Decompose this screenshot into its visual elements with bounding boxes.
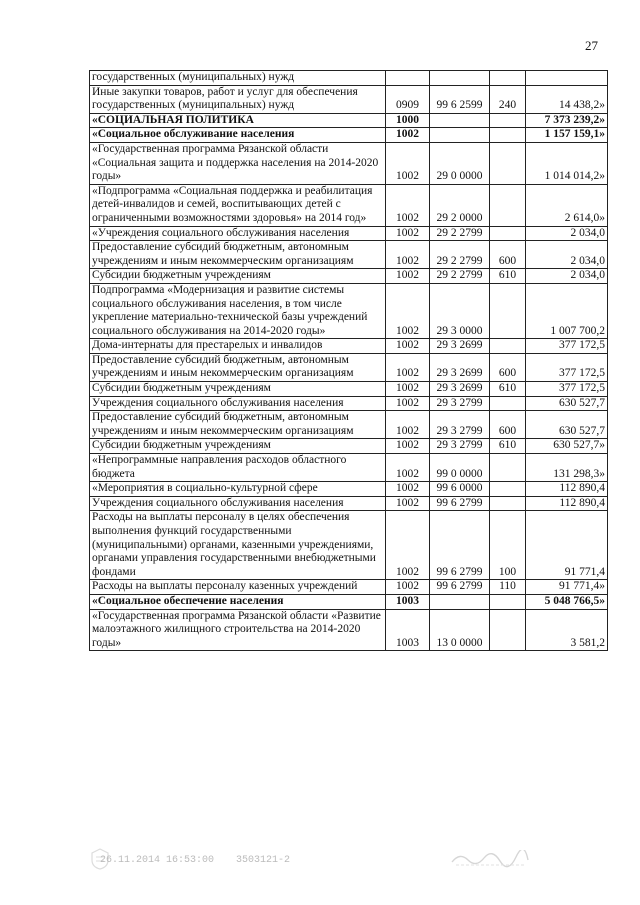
row-amount: 131 298,3»: [526, 454, 608, 482]
signature-stamp-icon: [450, 850, 530, 868]
row-target-code: [430, 113, 490, 128]
row-name: Расходы на выплаты персоналу казенных учреждений: [90, 580, 386, 595]
table-row: [90, 339, 608, 354]
row-amount: 630 527,7»: [526, 439, 608, 454]
footer-doc-id: 3503121-2: [236, 855, 291, 866]
row-name: Предоставление субсидий бюджетным, автономным учреждениям и иным некоммерческим организациям: [90, 411, 386, 439]
row-target-code: 29 3 2699: [430, 382, 490, 397]
row-amount: 377 172,5: [526, 353, 608, 381]
row-expense-type: [490, 226, 526, 241]
row-target-code: 29 3 0000: [430, 283, 490, 338]
row-section-code: 1002: [386, 353, 430, 381]
row-target-code: 29 2 2799: [430, 269, 490, 284]
row-section-code: 1002: [386, 496, 430, 511]
row-amount: 91 771,4: [526, 511, 608, 580]
row-expense-type: [490, 482, 526, 497]
row-target-code: 99 6 0000: [430, 482, 490, 497]
row-name: «Непрограммные направления расходов областного бюджета: [90, 454, 386, 482]
row-name: Учреждения социального обслуживания населения: [90, 496, 386, 511]
table-row: [90, 454, 608, 482]
table-row: [90, 482, 608, 497]
table-row: [90, 226, 608, 241]
row-section-code: 1002: [386, 184, 430, 226]
table-row: [90, 113, 608, 128]
row-amount: 377 172,5: [526, 339, 608, 354]
table-row: [90, 283, 608, 338]
row-section-code: 1002: [386, 454, 430, 482]
row-expense-type: [490, 594, 526, 609]
row-amount: 112 890,4: [526, 496, 608, 511]
table-row: [90, 411, 608, 439]
row-section-code: 1003: [386, 609, 430, 651]
row-name: «Учреждения социального обслуживания населения: [90, 226, 386, 241]
row-target-code: 99 6 2799: [430, 496, 490, 511]
table-row: [90, 71, 608, 86]
row-section-code: 1002: [386, 396, 430, 411]
footer-timestamp: 26.11.2014 16:53:00: [100, 855, 215, 866]
row-name: «Мероприятия в социально-культурной сфере: [90, 482, 386, 497]
row-expense-type: 610: [490, 269, 526, 284]
row-target-code: [430, 128, 490, 143]
row-name: Иные закупки товаров, работ и услуг для обеспечения государственных (муниципальных) нужд: [90, 85, 386, 113]
row-name: Дома-интернаты для престарелых и инвалидов: [90, 339, 386, 354]
row-section-code: 1002: [386, 482, 430, 497]
row-expense-type: [490, 454, 526, 482]
row-section-code: [386, 71, 430, 86]
row-expense-type: 600: [490, 241, 526, 269]
row-target-code: 99 0 0000: [430, 454, 490, 482]
row-expense-type: [490, 71, 526, 86]
row-amount: 91 771,4»: [526, 580, 608, 595]
row-expense-type: [490, 283, 526, 338]
row-name: государственных (муниципальных) нужд: [90, 71, 386, 86]
row-target-code: 29 2 2799: [430, 241, 490, 269]
table-row: [90, 85, 608, 113]
row-section-code: 0909: [386, 85, 430, 113]
row-amount: [526, 71, 608, 86]
row-target-code: 29 3 2699: [430, 339, 490, 354]
row-name: Субсидии бюджетным учреждениям: [90, 269, 386, 284]
row-section-code: 1002: [386, 439, 430, 454]
row-expense-type: 600: [490, 353, 526, 381]
row-section-code: 1002: [386, 226, 430, 241]
row-expense-type: 110: [490, 580, 526, 595]
row-name: Расходы на выплаты персоналу в целях обеспечения выполнения функций государственными (муниципальными) органами, казенными учреждениями, органами управления государственными внебюджетными фондами: [90, 511, 386, 580]
row-section-code: 1002: [386, 269, 430, 284]
row-expense-type: 100: [490, 511, 526, 580]
row-amount: 2 034,0: [526, 226, 608, 241]
row-name: «СОЦИАЛЬНАЯ ПОЛИТИКА: [90, 113, 386, 128]
row-amount: 630 527,7: [526, 411, 608, 439]
row-section-code: 1002: [386, 382, 430, 397]
row-expense-type: [490, 184, 526, 226]
row-target-code: 99 6 2799: [430, 511, 490, 580]
row-section-code: 1002: [386, 142, 430, 184]
table-row: [90, 511, 608, 580]
row-section-code: 1003: [386, 594, 430, 609]
row-name: Субсидии бюджетным учреждениям: [90, 382, 386, 397]
table-row: [90, 609, 608, 651]
row-target-code: 13 0 0000: [430, 609, 490, 651]
row-name: «Подпрограмма «Социальная поддержка и реабилитация детей-инвалидов и семей, воспитывающих детей с ограниченными возможностями здоровья» на 2014 год»: [90, 184, 386, 226]
row-amount: 1 014 014,2»: [526, 142, 608, 184]
row-target-code: 29 3 2799: [430, 396, 490, 411]
row-amount: 112 890,4: [526, 482, 608, 497]
row-amount: 1 157 159,1»: [526, 128, 608, 143]
table-row: [90, 142, 608, 184]
page-number: 27: [585, 38, 598, 53]
budget-table-body: [90, 71, 608, 651]
row-expense-type: 610: [490, 439, 526, 454]
row-section-code: 1002: [386, 128, 430, 143]
row-amount: 1 007 700,2: [526, 283, 608, 338]
row-target-code: 29 0 0000: [430, 142, 490, 184]
row-name: «Государственная программа Рязанской области «Социальная защита и поддержка населения на 2014-2020 годы»: [90, 142, 386, 184]
row-expense-type: [490, 339, 526, 354]
row-section-code: 1002: [386, 283, 430, 338]
row-name: «Государственная программа Рязанской области «Развитие малоэтажного жилищного строительства на 2014-2020 годы»: [90, 609, 386, 651]
row-expense-type: 240: [490, 85, 526, 113]
row-amount: 377 172,5: [526, 382, 608, 397]
row-target-code: 29 3 2699: [430, 353, 490, 381]
row-expense-type: [490, 609, 526, 651]
row-section-code: 1000: [386, 113, 430, 128]
row-target-code: 29 3 2799: [430, 411, 490, 439]
row-name: Предоставление субсидий бюджетным, автономным учреждениям и иным некоммерческим организациям: [90, 353, 386, 381]
table-row: [90, 382, 608, 397]
row-name: Учреждения социального обслуживания населения: [90, 396, 386, 411]
row-amount: 7 373 239,2»: [526, 113, 608, 128]
table-row: [90, 594, 608, 609]
table-row: [90, 439, 608, 454]
table-row: [90, 241, 608, 269]
row-name: Субсидии бюджетным учреждениям: [90, 439, 386, 454]
row-section-code: 1002: [386, 511, 430, 580]
row-expense-type: [490, 496, 526, 511]
row-amount: 5 048 766,5»: [526, 594, 608, 609]
row-expense-type: 610: [490, 382, 526, 397]
row-target-code: [430, 594, 490, 609]
row-target-code: 29 2 0000: [430, 184, 490, 226]
table-row: [90, 580, 608, 595]
row-name: «Социальное обслуживание населения: [90, 128, 386, 143]
row-amount: 2 034,0: [526, 241, 608, 269]
row-expense-type: [490, 396, 526, 411]
row-section-code: 1002: [386, 411, 430, 439]
row-target-code: [430, 71, 490, 86]
table-row: [90, 353, 608, 381]
table-row: [90, 184, 608, 226]
budget-table: [89, 70, 608, 651]
row-amount: 630 527,7: [526, 396, 608, 411]
row-target-code: 29 2 2799: [430, 226, 490, 241]
row-expense-type: [490, 113, 526, 128]
table-row: [90, 396, 608, 411]
row-name: Подпрограмма «Модернизация и развитие системы социального обслуживания населения, в том числе укрепление материально-технической базы учреждений социального обслуживания на 2014-2020 годы»: [90, 283, 386, 338]
row-target-code: 29 3 2799: [430, 439, 490, 454]
row-section-code: 1002: [386, 339, 430, 354]
row-expense-type: [490, 128, 526, 143]
table-row: [90, 269, 608, 284]
row-name: Предоставление субсидий бюджетным, автономным учреждениям и иным некоммерческим организациям: [90, 241, 386, 269]
row-section-code: 1002: [386, 580, 430, 595]
row-name: «Социальное обеспечение населения: [90, 594, 386, 609]
table-row: [90, 128, 608, 143]
table-row: [90, 496, 608, 511]
footer-stamp: [100, 855, 306, 866]
row-amount: 14 438,2»: [526, 85, 608, 113]
row-amount: 2 034,0: [526, 269, 608, 284]
row-section-code: 1002: [386, 241, 430, 269]
row-amount: 2 614,0»: [526, 184, 608, 226]
row-target-code: 99 6 2799: [430, 580, 490, 595]
row-target-code: 99 6 2599: [430, 85, 490, 113]
row-expense-type: 600: [490, 411, 526, 439]
row-amount: 3 581,2: [526, 609, 608, 651]
row-expense-type: [490, 142, 526, 184]
